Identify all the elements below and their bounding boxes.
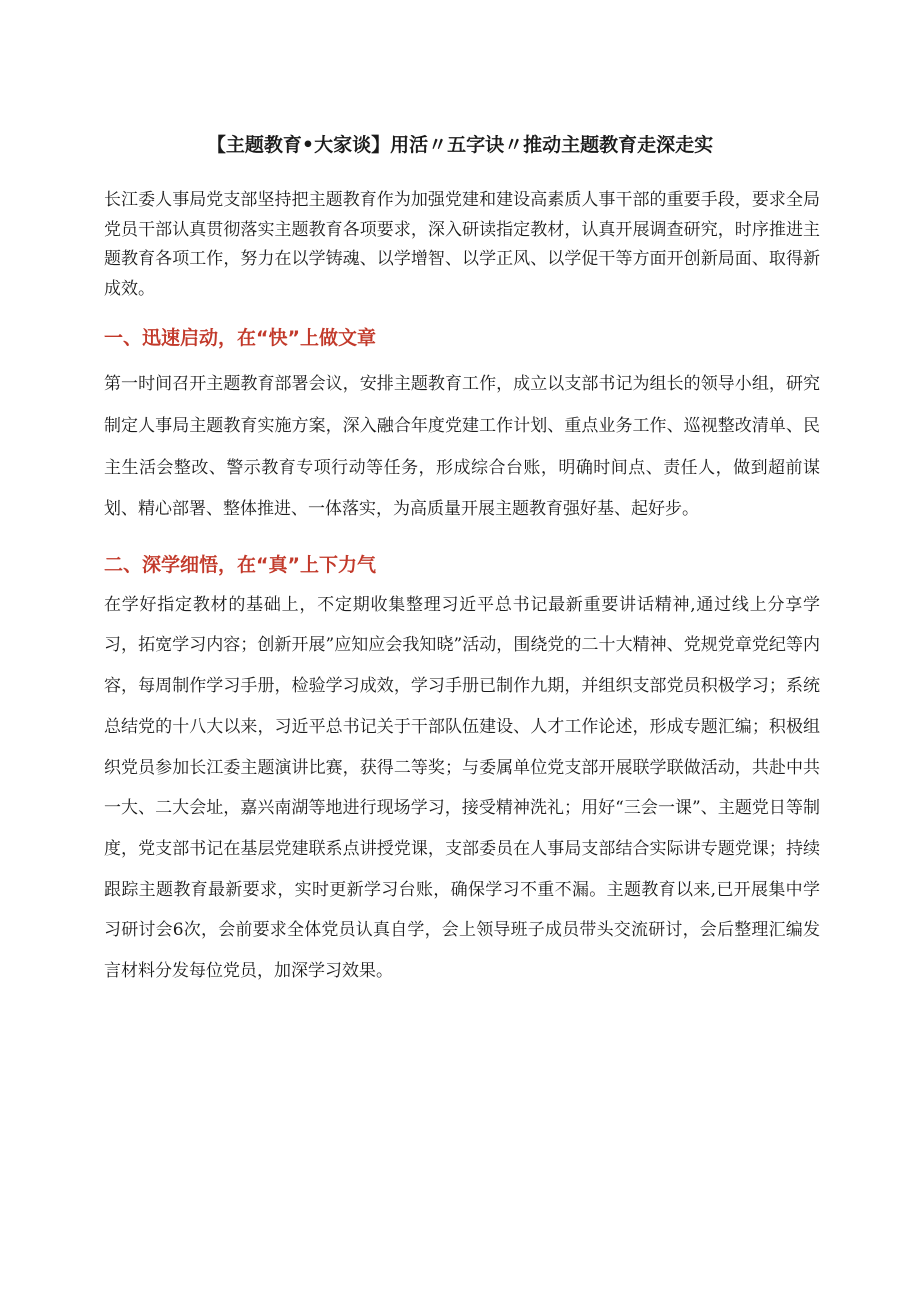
intro-paragraph: 长江委人事局党支部坚持把主题教育作为加强党建和建设高素质人事干部的重要手段，要求全局党员干部认真贯彻落实主题教育各项要求，深入研读指定教材，认真开展调查研究，时序推进主题教育各项工作，努力在以学铸魂、以学增智、以学正风、以学促干等方面开创新局面、取得新成效。 bbox=[104, 190, 820, 299]
section-1 bbox=[104, 364, 820, 530]
section-2 bbox=[104, 585, 820, 992]
section-1-paragraph: 第一时间召开主题教育部署会议，安排主题教育工作，成立以支部书记为组长的领导小组，研究制定人事局主题教育实施方案，深入融合年度党建工作计划、重点业务工作、巡视整改清单、民主生活会整改、警示教育专项行动等任务，形成综合台账，明确时间点、责任人，做到超前谋划、精心部署、整体推进、一体落实，为高质量开展主题教育强好基、起好步。 bbox=[104, 374, 820, 520]
section-2-paragraph: 在学好指定教材的基础上，不定期收集整理习近平总书记最新重要讲话精神,通过线上分享学习，拓宽学习内容；创新开展”应知应会我知晓”活动，围绕党的二十大精神、党规党章党纪等内容，每周制作学习手册，检验学习成效，学习手册已制作九期，并组织支部党员积极学习；系统总结党的十八大以来，习近平总书记关于干部队伍建设、人才工作论述，形成专题汇编；积极组织党员参加长江委主题演讲比赛，获得二等奖；与委属单位党支部开展联学联做活动，共赴中共一大、二大会址，嘉兴南湖等地进行现场学习，接受精神洗礼；用好“三会一课”、主题党日等制度，党支部书记在基层党建联系点讲授党课，支部委员在人事局支部结合实际讲专题党课；持续跟踪主题教育最新要求，实时更新学习台账，确保学习不重不漏。主题教育以来,已开展集中学习研讨会6次，会前要求全体党员认真自学，会上领导班子成员带头交流研讨，会后整理汇编发言材料分发每位党员，加深学习效果。 bbox=[104, 594, 820, 982]
document-body bbox=[104, 186, 820, 992]
section-1-heading: 一、迅速启动，在“快”上做文章 bbox=[104, 327, 376, 350]
document-title: 【主题教育•大家谈】用活〃五字诀〃推动主题教育走深走实 bbox=[206, 134, 714, 156]
section-2-heading: 二、深学细悟，在“真”上下力气 bbox=[104, 553, 376, 576]
